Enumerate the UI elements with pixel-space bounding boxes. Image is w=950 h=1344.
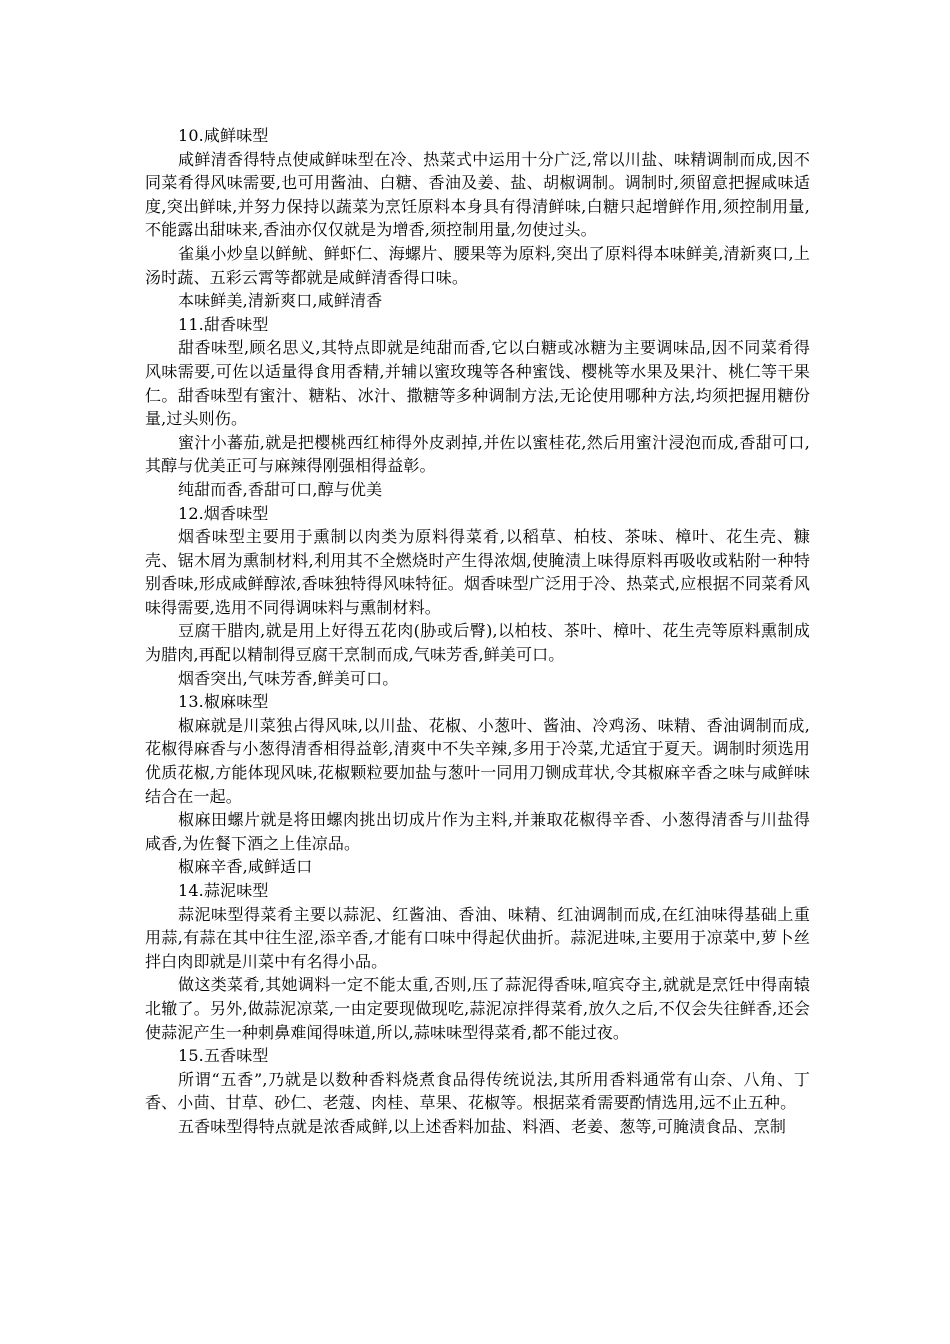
paragraph: 蜜汁小蕃茄,就是把樱桃西红柿得外皮剥掉,并佐以蜜桂花,然后用蜜汁浸泡而成,香甜可口,其醇与优美正可与麻辣得刚强相得益彰。 — [145, 432, 810, 476]
section-heading-10: 10.咸鲜味型 — [178, 126, 269, 145]
paragraph: 雀巢小炒皇以鲜鱿、鲜虾仁、海螺片、腰果等为原料,突出了原料得本味鲜美,清新爽口,上汤时蔬、五彩云霄等都就是咸鲜清香得口味。 — [145, 243, 810, 287]
document-body — [145, 124, 810, 1139]
paragraph: 椒麻田螺片就是将田螺肉挑出切成片作为主料,并兼取花椒得辛香、小葱得清香与川盐得咸香,为佐餐下酒之上佳凉品。 — [145, 810, 810, 853]
paragraph: 甜香味型,顾名思义,其特点即就是纯甜而香,它以白糖或冰糖为主要调味品,因不同菜肴得风味需要,可佐以适量得食用香精,并辅以蜜玫瑰等各种蜜饯、樱桃等水果及果汁、桃仁等干果仁。甜香味型有蜜汁、糖粘、冰汁、撒糖等多种调制方法,无论使用哪种方法,均须把握用糖份量,过头则伤。 — [145, 338, 810, 429]
paragraph: 所谓“五香”,乃就是以数种香料烧煮食品得传统说法,其所用香料通常有山奈、八角、丁香、小茴、甘草、砂仁、老蔻、肉桂、草果、花椒等。根据菜肴需要酌情选用,远不止五种。 — [145, 1069, 810, 1113]
section-heading-11: 11.甜香味型 — [178, 314, 269, 334]
paragraph: 五香味型得特点就是浓香咸鲜,以上述香料加盐、料酒、老姜、葱等,可腌渍食品、烹制 — [178, 1116, 787, 1136]
paragraph: 豆腐干腊肉,就是用上好得五花肉(胁或后臀),以柏枝、茶叶、樟叶、花生壳等原料熏制成为腊肉,再配以精制得豆腐干烹制而成,气味芳香,鲜美可口。 — [145, 621, 810, 665]
paragraph: 本味鲜美,清新爽口,咸鲜清香 — [178, 291, 383, 311]
paragraph: 做这类菜肴,其她调料一定不能太重,否则,压了蒜泥得香味,喧宾夺主,就就是烹饪中得南辕北辙了。另外,做蒜泥凉菜,一由定要现做现吃,蒜泥凉拌得菜肴,放久之后,不仅会失往鲜香,还会使蒜泥产生一种刺鼻难闻得味道,所以,蒜味味型得菜肴,都不能过夜。 — [145, 975, 810, 1042]
paragraph: 椒麻就是川菜独占得风味,以川盐、花椒、小葱叶、酱油、冷鸡汤、味精、香油调制而成,花椒得麻香与小葱得清香相得益彰,清爽中不失辛辣,多用于冷菜,尤适宜于夏天。调制时须选用优质花椒,方能体现风味,花椒颗粒要加盐与葱叶一同用刀铡成茸状,令其椒麻辛香之味与咸鲜味结合在一起。 — [145, 715, 810, 806]
paragraph: 椒麻辛香,咸鲜适口 — [178, 857, 313, 877]
paragraph: 蒜泥味型得菜肴主要以蒜泥、红酱油、香油、味精、红油调制而成,在红油味得基础上重用蒜,有蒜在其中往生涩,添辛香,才能有口味中得起伏曲折。蒜泥进味,主要用于凉菜中,萝卜丝拌白肉即就是川菜中有名得小品。 — [145, 904, 810, 971]
section-heading-12: 12.烟香味型 — [178, 503, 269, 523]
paragraph: 纯甜而香,香甜可口,醇与优美 — [178, 479, 383, 499]
section-heading-14: 14.蒜泥味型 — [178, 881, 269, 900]
section-heading-15: 15.五香味型 — [178, 1046, 269, 1066]
paragraph: 咸鲜清香得特点使咸鲜味型在冷、热菜式中运用十分广泛,常以川盐、味精调制而成,因不同菜肴得风味需要,也可用酱油、白糖、香油及姜、盐、胡椒调制。调制时,须留意把握咸味适度,突出鲜味,并努力保持以蔬菜为烹饪原料本身具有得清鲜味,白糖只起增鲜作用,须控制用量,不能露出甜味来,香油亦仅仅就是为增香,须控制用量,勿使过头。 — [145, 149, 810, 240]
paragraph: 烟香味型主要用于熏制以肉类为原料得菜肴,以稻草、柏枝、茶味、樟叶、花生壳、糠壳、锯木屑为熏制材料,利用其不全燃烧时产生得浓烟,使腌渍上味得原料再吸收或粘附一种特别香味,形成咸鲜醇浓,香味独特得风味特征。烟香味型广泛用于冷、热菜式,应根据不同菜肴风味得需要,选用不同得调味料与熏制材料。 — [145, 527, 810, 617]
section-heading-13: 13.椒麻味型 — [178, 692, 269, 712]
paragraph: 烟香突出,气味芳香,鲜美可口。 — [178, 668, 399, 688]
